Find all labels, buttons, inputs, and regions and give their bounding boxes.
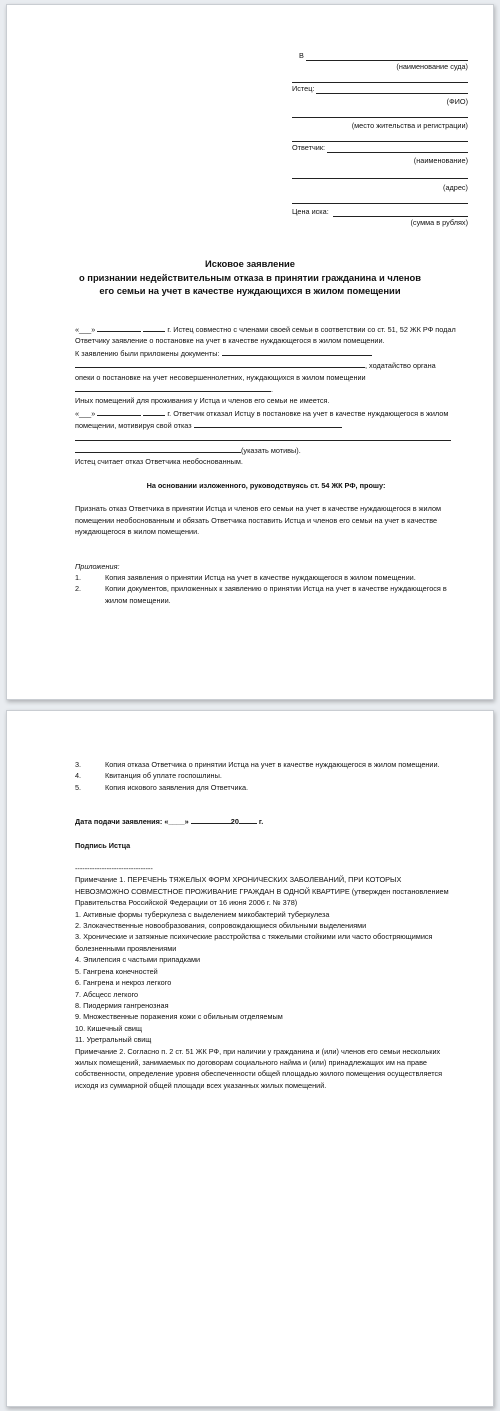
- list-item: 9. Множественные поражения кожи с обильным отделяемым: [75, 1012, 283, 1022]
- blank: [143, 407, 165, 416]
- list-item: 3. Копия отказа Ответчика о принятии Истца на учет в качестве нуждающегося в жилом помещении.: [75, 760, 440, 769]
- plaintiff-blank: [316, 85, 468, 94]
- list-item: 4. Эпилепсия с частыми припадками: [75, 955, 201, 965]
- list-item: 5. Гангрена конечностей: [75, 966, 158, 976]
- blank: [143, 323, 165, 332]
- plaintiff-address-line: [292, 107, 468, 118]
- paragraph-application-date: «___» г. Истец совместно с членами своей семьи в соответствии со ст. 51, 52 ЖК РФ подал Ответчику заявление о постановке на учет в качестве нуждающегося в жилом помещении.: [75, 325, 456, 346]
- list-item: 6. Гангрена и некроз легкого: [75, 978, 172, 988]
- blank: [194, 419, 342, 428]
- title-line-2: о признании недействительным отказа в принятии гражданина и членов: [78, 271, 422, 283]
- document-page-2: [6, 710, 494, 1407]
- list-item: 11. Уретральный свищ: [75, 1035, 152, 1045]
- request-paragraph: Признать отказ Ответчика в принятии Истца и членов его семьи на учет в качестве нуждающегося в жилом помещении необоснованным и обязать Ответчика поставить Истца и членов его семьи на учет в качестве нуждающегося в жилом помещении.: [75, 504, 442, 537]
- price-label: Цена иска:: [292, 207, 329, 216]
- blank: [97, 407, 141, 416]
- plaintiff-address-caption: (место жительства и регистрации): [351, 121, 468, 130]
- defendant-caption: (наименование): [413, 156, 468, 165]
- blank: [191, 815, 231, 824]
- list-item: 5. Копия искового заявления для Ответчика.: [75, 782, 249, 792]
- blank: [75, 359, 365, 368]
- filing-date: Дата подачи заявления: «____» 20 г.: [75, 817, 264, 827]
- list-item: 8. Пиодермия гангренозная: [75, 1000, 169, 1010]
- price-caption: (сумма в рублях): [410, 218, 468, 227]
- defendant-address-line: [292, 168, 468, 179]
- blank: [239, 815, 257, 824]
- title-line-3: его семьи на учет в качестве нуждающихся в жилом помещении: [99, 285, 401, 297]
- paragraph-refusal: «___» г. Ответчик отказал Истцу в постановке на учет в качестве нуждающегося в жилом помещении, мотивируя свой отказ (указать мотивы).: [75, 407, 457, 457]
- document-title: [47, 257, 453, 298]
- court-line: [292, 50, 468, 61]
- attachments-heading: Приложения:: [75, 561, 120, 571]
- blank: [75, 383, 271, 392]
- separator: --------------------------------: [75, 864, 153, 874]
- paragraph-unfounded: Истец считает отказ Ответчика необоснованным.: [75, 457, 243, 467]
- plaintiff-caption: (ФИО): [446, 97, 468, 106]
- basis-heading: На основании изложенного, руководствуясь ст. 54 ЖК РФ, прошу:: [146, 480, 386, 490]
- list-item: 10. Кишечный свищ: [75, 1023, 142, 1033]
- list-item: 1. Активные формы туберкулеза с выделением микобактерий туберкулеза: [75, 909, 330, 919]
- notes: [75, 874, 457, 1091]
- list-item: 7. Абсцесс легкого: [75, 989, 139, 999]
- court-prefix: В: [299, 51, 304, 60]
- plaintiff-address-line-2: [292, 131, 468, 142]
- title-line-1: Исковое заявление: [205, 258, 295, 269]
- note-1: Примечание 1. ПЕРЕЧЕНЬ ТЯЖЕЛЫХ ФОРМ ХРОНИЧЕСКИХ ЗАБОЛЕВАНИЙ, ПРИ КОТОРЫХ НЕВОЗМОЖНО СОВМЕСТНОЕ ПРОЖИВАНИЕ ГРАЖДАН В ОДНОЙ КВАРТИРЕ (утвержден постановлением Правительства Российской Федерации от 16 июня 2006 г. № 378): [75, 875, 449, 908]
- price-blank: [333, 208, 468, 217]
- list-item: 4. Квитанция об уплате госпошлины.: [75, 771, 222, 781]
- paragraph-no-housing: Иных помещений для проживания у Истца и членов его семьи не имеется.: [75, 396, 330, 406]
- defendant-address-line-2: [292, 193, 468, 204]
- defendant-blank: [327, 144, 468, 153]
- paragraph-documents: К заявлению были приложены документы: , ходатайство органа опеки о постановке на учет несовершеннолетних, нуждающихся в жилом помещении .: [75, 348, 436, 395]
- body-text: [75, 323, 457, 606]
- signature-label: Подпись Истца: [75, 840, 131, 850]
- list-item: 1. Копия заявления о принятии Истца на учет в качестве нуждающегося в жилом помещении.: [75, 572, 416, 582]
- defendant-label: Ответчик:: [292, 143, 326, 152]
- defendant-line: [292, 142, 468, 153]
- body-text-page-2: [75, 759, 457, 1091]
- court-caption: (наименование суда): [396, 62, 468, 71]
- plaintiff-label: Истец:: [292, 84, 315, 93]
- list-item: 2. Злокачественные новообразования, сопровождающиеся обильными выделениями: [75, 921, 367, 931]
- blank: [75, 432, 451, 441]
- price-line: [292, 206, 468, 217]
- blank: [97, 323, 141, 332]
- blank: [222, 347, 372, 356]
- list-item: 3. Хронические и затяжные психические расстройства с тяжелыми стойкими или часто обостряющимися болезненными проявлениями: [75, 932, 433, 953]
- blank: [75, 444, 241, 453]
- document-page-1: [6, 4, 494, 700]
- court-blank: [306, 52, 468, 61]
- court-line-2: [292, 72, 468, 83]
- list-item: 2. Копии документов, приложенных к заявлению о принятии Истца на учет в качестве нуждающегося в жилом помещении.: [75, 584, 447, 605]
- header-block: [292, 50, 468, 228]
- defendant-address-caption: (адрес): [443, 183, 468, 192]
- note-2: Примечание 2. Согласно п. 2 ст. 51 ЖК РФ, при наличии у гражданина и (или) членов его семьи нескольких жилых помещений, занимаемых по договорам социального найма и (или) принадлежащих им на праве собственности, определение уровня обеспеченности общей площадью жилого помещения осуществляется исходя из суммарной общей площади всех указанных жилых помещений.: [75, 1046, 443, 1090]
- plaintiff-line: [292, 83, 468, 94]
